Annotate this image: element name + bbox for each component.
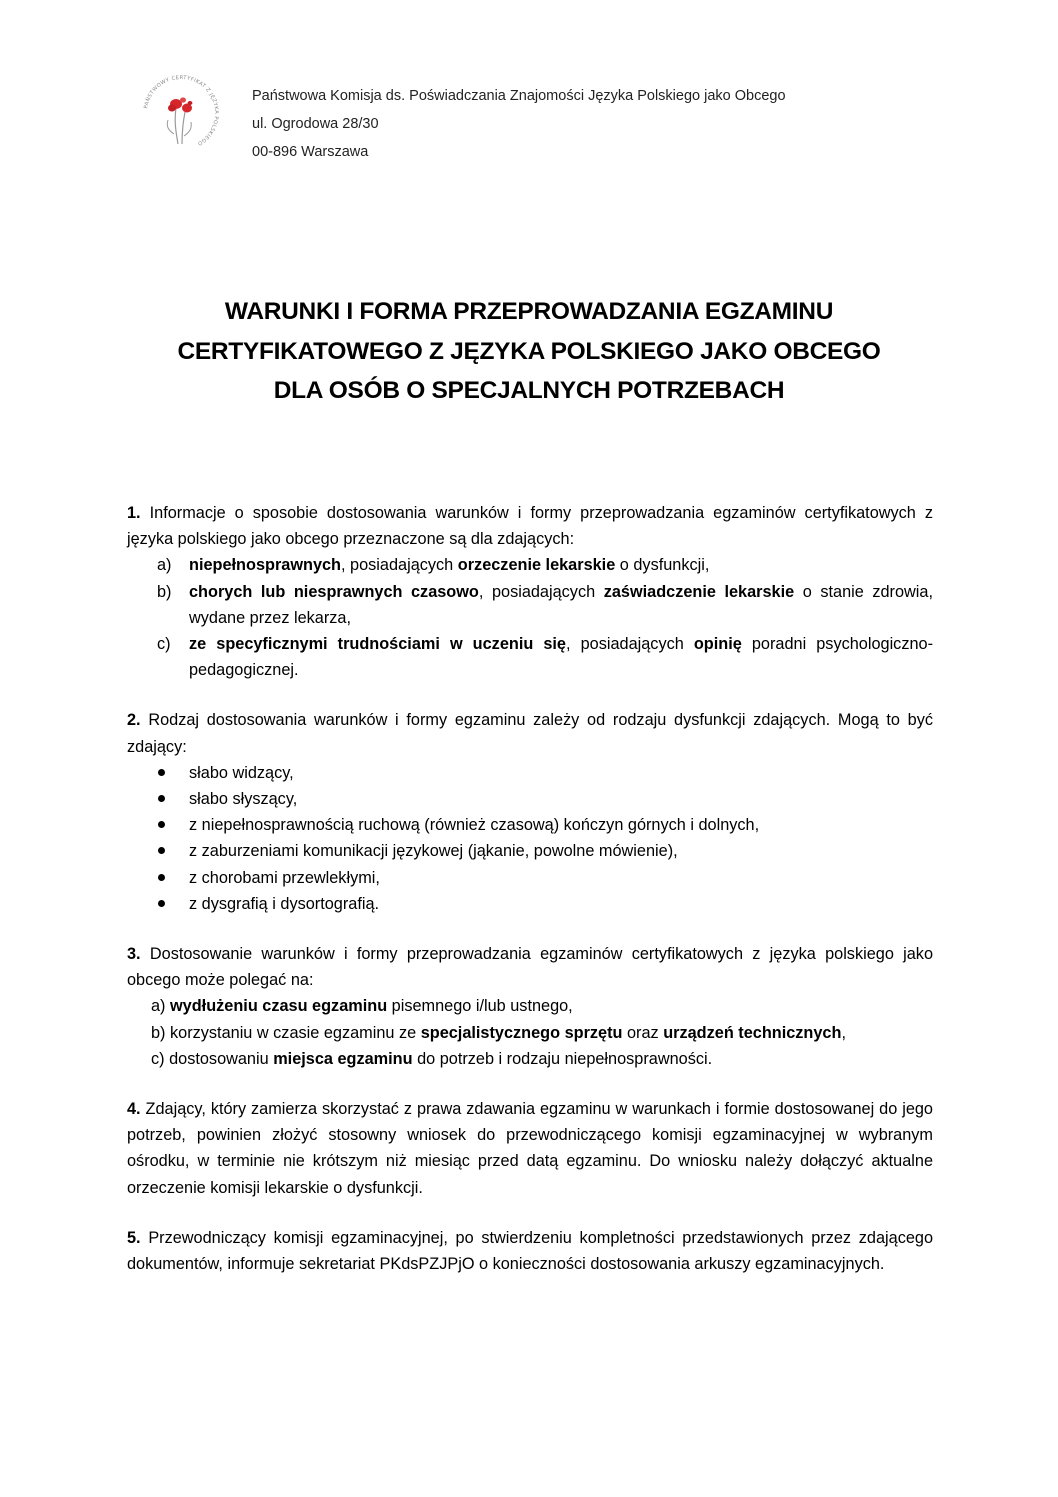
item-text: słabo widzący, [189,763,294,782]
item-text: , posiadających [566,635,694,654]
item-text: z niepełnosprawnością ruchową (również czasową) kończyn górnych i dolnych, [189,816,760,835]
section-text: Zdający, który zamierza skorzystać z prawa zdawania egzaminu w warunkach i formie dostosowanej do jego potrzeb, powinien złożyć stosowny wniosek do przewodniczącego komisji egzaminacyjnej w wybranym ośrodku, w terminie nie krótszym niż miesiąc przed datą egzaminu. Do wniosku należy dołączyć aktualne orzeczenie komisji lekarskie o dysfunkcji. [127,1100,933,1197]
item-text: oraz [622,1023,664,1042]
item-text: pisemnego i/lub ustnego, [387,997,573,1016]
section-number: 2. [127,711,141,730]
list-marker: a) [157,556,172,575]
title-line-3: DLA OSÓB O SPECJALNYCH POTRZEBACH [273,377,785,404]
list-item [127,631,933,683]
bold-term: specjalistycznego sprzętu [420,1023,623,1042]
title-line-2: CERTYFIKATOWEGO Z JĘZYKA POLSKIEGO JAKO OBCEGO [177,337,881,365]
bold-term: wydłużeniu czasu egzaminu [170,997,388,1016]
list-marker: b) [151,1023,166,1042]
item-text: o dysfunkcji, [615,556,710,575]
street-address: ul. Ogrodowa 28/30 [252,116,379,132]
list-item [127,552,933,578]
list-item [127,891,933,917]
bold-term: ze specyficznymi trudnościami w uczeniu się [189,635,566,654]
section-text: Informacje o sposobie dostosowania warunków i formy przeprowadzania egzaminów certyfikatowych z języka polskiego jako obcego przeznaczone są dla zdających: [127,504,933,549]
list-marker: a) [151,997,166,1016]
bullet-icon [158,874,165,881]
section-number: 5. [127,1228,141,1247]
section-3 [127,941,933,1072]
section-text: Przewodniczący komisji egzaminacyjnej, po stwierdzeniu kompletności przedstawionych przez zdającego dokumentów, informuje sekretariat PKdsPZJPjO o konieczności dostosowania arkuszy egzaminacyjnych. [127,1228,933,1274]
bold-term: orzeczenie lekarskie [457,556,616,575]
item-text: dostosowaniu [169,1049,274,1068]
item-text: z dysgrafią i dysortografią. [189,894,380,913]
document-title [100,292,958,411]
section-number: 3. [127,945,141,964]
bold-term: miejsca egzaminu [273,1049,413,1068]
list-item [127,812,933,838]
item-text: z zaburzeniami komunikacji językowej (jąkanie, powolne mówienie), [189,842,678,861]
bullet-icon [158,795,165,802]
list-item [127,579,933,631]
section-3-intro [127,941,933,993]
section-1-intro [127,500,933,552]
city-address: 00-896 Warszawa [252,144,369,160]
item-text: z chorobami przewlekłymi, [189,868,380,887]
section-text: Rodzaj dostosowania warunków i formy egzaminu zależy od rodzaju dysfunkcji zdających. Mogą to być zdający: [127,711,933,756]
item-text: słabo słyszący, [189,790,298,809]
item-text: , posiadających [341,556,458,575]
title-line-1: WARUNKI I FORMA PRZEPROWADZANIA EGZAMINU [224,298,834,325]
bullet-icon [158,900,165,907]
list-item [127,865,933,891]
item-text: , posiadających [478,582,604,601]
section-2 [127,707,933,917]
list-marker: b) [157,582,172,601]
section-2-intro [127,707,933,759]
section-number: 4. [127,1100,141,1119]
bold-term: zaświadczenie lekarskie [603,582,795,601]
list-item [127,1020,933,1046]
section-number: 1. [127,504,141,522]
bold-term: urządzeń technicznych [663,1023,842,1042]
list-marker: c) [157,635,171,654]
bold-term: opinię [693,635,742,654]
item-text: o stanie zdrowia, wydane przez lekarza, [189,582,933,627]
section-4 [127,1096,933,1201]
bold-term: niepełnosprawnych [189,556,341,575]
section-1 [127,500,933,683]
institution-name: Państwowa Komisja ds. Poświadczania Znajomości Języka Polskiego jako Obcego [252,88,786,104]
institution-address [252,82,786,166]
item-text: , [841,1023,846,1042]
section-text: Dostosowanie warunków i formy przeprowadzania egzaminów certyfikatowych z języka polskiego jako obcego może polegać na: [127,945,934,990]
bold-term: chorych lub niesprawnych czasowo [189,582,479,601]
document-body [127,500,933,1277]
item-text: do potrzeb i rodzaju niepełnosprawności. [412,1049,713,1068]
list-item [127,1046,933,1072]
bullet-icon [158,769,165,776]
bullet-icon [158,847,165,854]
list-marker: c) [151,1049,165,1068]
list-item [127,786,933,812]
list-item [127,760,933,786]
item-text: korzystaniu w czasie egzaminu ze [170,1023,421,1042]
section-5 [127,1225,933,1277]
list-item [127,838,933,864]
svg-text:PAŃSTWOWY CERTYFIKAT Z JĘZYKA: PAŃSTWOWY CERTYFIKAT Z JĘZYKA POLSKIEGO [143,74,220,147]
item-text: poradni psychologiczno-pedagogicznej. [189,635,933,680]
bullet-icon [158,821,165,828]
list-item [127,993,933,1019]
commission-logo [138,70,224,156]
